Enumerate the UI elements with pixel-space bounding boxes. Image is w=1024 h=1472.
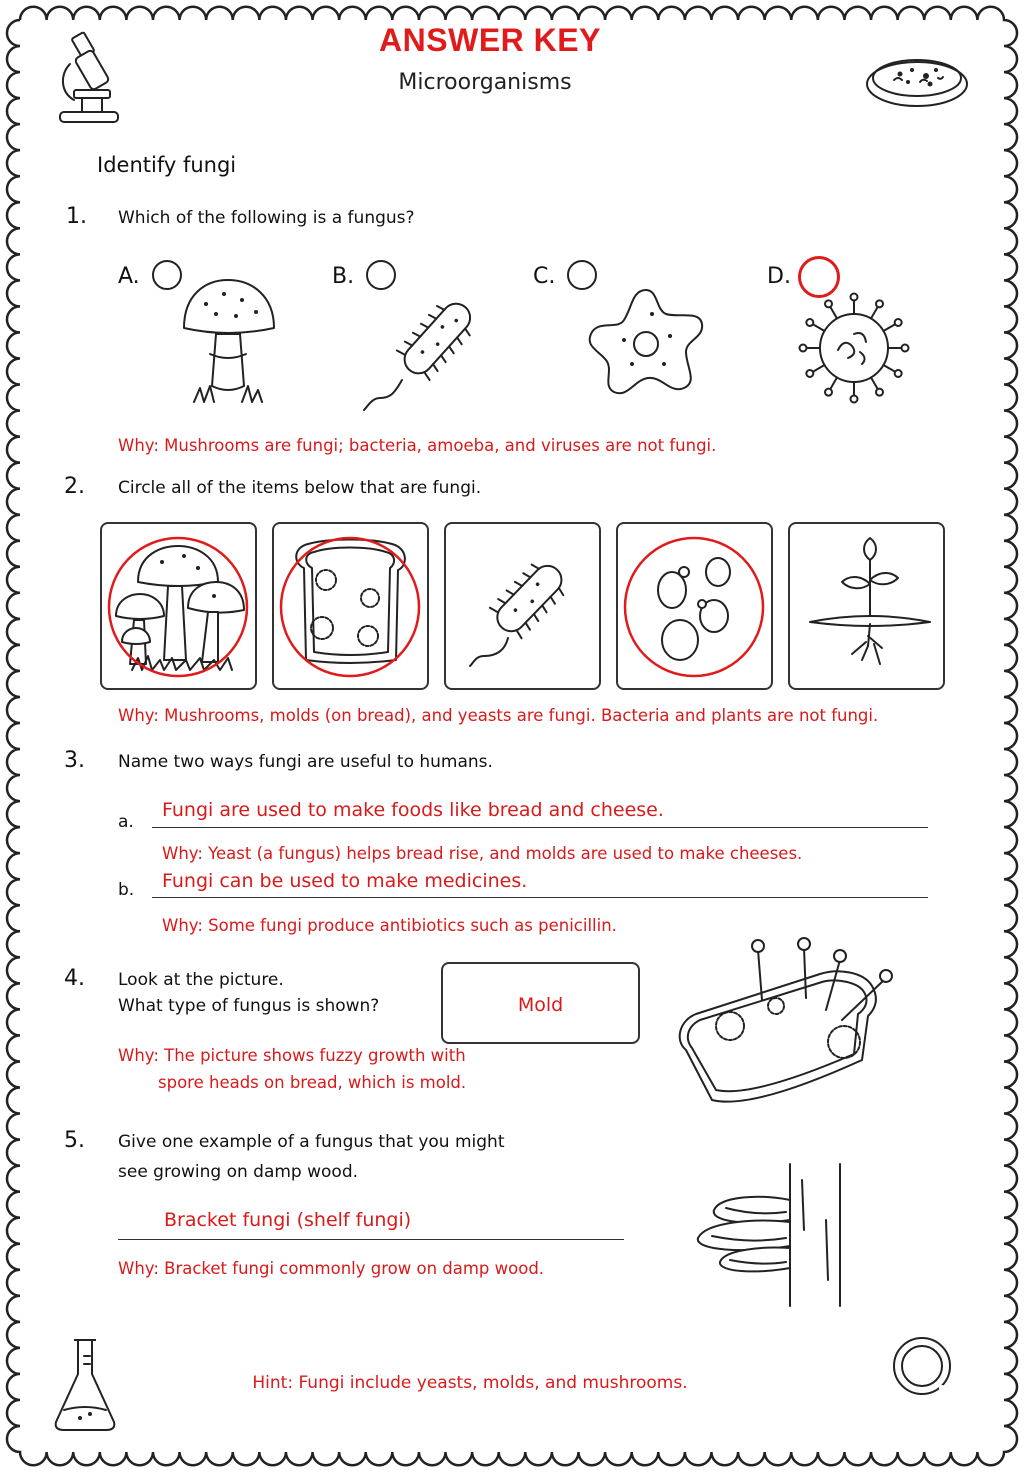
question-2-number: 2. [64, 474, 85, 499]
question-3-number: 3. [64, 748, 85, 773]
answer-a-line [152, 827, 928, 828]
bracket-fungus-icon [690, 1160, 880, 1310]
question-1-number: 1. [66, 204, 87, 229]
page-subtitle: Microorganisms [398, 70, 572, 95]
option-a-label: A. [118, 264, 140, 289]
answer-b-text[interactable]: Fungi can be used to make medicines. [162, 870, 528, 892]
fungus-circle-mark [621, 532, 771, 682]
plant-seedling-icon [790, 524, 943, 688]
bacterium-icon [360, 290, 500, 414]
fungus-circle-mark [277, 532, 427, 682]
item-card-moldy-bread[interactable] [272, 522, 429, 690]
question-4-text-line1: Look at the picture. [118, 970, 284, 990]
answer-a-text[interactable]: Fungi are used to make foods like bread and cheese. [162, 799, 664, 821]
item-card-mushrooms[interactable] [100, 522, 257, 690]
option-b-label: B. [332, 264, 355, 289]
question-5-text-line2: see growing on damp wood. [118, 1162, 359, 1182]
answer-b-label: b. [118, 880, 135, 900]
moldy-bread-spores-icon [672, 930, 922, 1110]
q1-explanation: Why: Mushrooms are fungi; bacteria, amoeba, and viruses are not fungi. [118, 436, 717, 455]
bacterium-icon [446, 524, 599, 688]
q5-explanation: Why: Bracket fungi commonly grow on damp wood. [118, 1259, 545, 1278]
option-b-radio[interactable] [366, 260, 396, 290]
question-2-text: Circle all of the items below that are fungi. [118, 478, 482, 498]
fungus-circle-mark [105, 532, 255, 682]
answer-a-explanation: Why: Yeast (a fungus) helps bread rise, and molds are used to make cheeses. [162, 844, 803, 863]
section-title: Identify fungi [97, 153, 237, 177]
answer-box-text: Mold [517, 994, 564, 1016]
hint-text: Hint: Fungi include yeasts, molds, and mushrooms. [252, 1373, 688, 1393]
item-card-plant[interactable] [788, 522, 945, 690]
item-card-yeast[interactable] [616, 522, 773, 690]
question-4-text-line2: What type of fungus is shown? [118, 996, 380, 1016]
answer-b-explanation: Why: Some fungi produce antibiotics such as penicillin. [162, 916, 617, 935]
question-4-number: 4. [64, 966, 85, 991]
virus-icon [796, 290, 912, 406]
question-5-number: 5. [64, 1128, 85, 1153]
q4-explanation-line2: spore heads on bread, which is mold. [158, 1073, 467, 1092]
page-title: ANSWER KEY [379, 22, 601, 58]
answer-a-label: a. [118, 812, 134, 832]
magnifier-icon [886, 1330, 972, 1428]
answer-5-text[interactable]: Bracket fungi (shelf fungi) [164, 1209, 412, 1231]
question-5-text-line1: Give one example of a fungus that you might [118, 1132, 505, 1152]
item-card-bacteria[interactable] [444, 522, 601, 690]
answer-box[interactable] [441, 962, 640, 1044]
microscope-icon [52, 30, 124, 128]
option-d-label: D. [767, 264, 791, 289]
q2-explanation: Why: Mushrooms, molds (on bread), and yeasts are fungi. Bacteria and plants are not fungi. [118, 706, 879, 725]
amoeba-icon [586, 284, 710, 402]
question-1-text: Which of the following is a fungus? [118, 208, 415, 228]
answer-b-line [152, 897, 928, 898]
option-c-label: C. [533, 264, 556, 289]
petri-dish-icon [864, 52, 970, 110]
q4-explanation-line1: Why: The picture shows fuzzy growth with [118, 1046, 466, 1065]
question-3-text: Name two ways fungi are useful to humans. [118, 752, 493, 772]
mushroom-icon [176, 276, 280, 410]
answer-5-line [118, 1239, 624, 1240]
